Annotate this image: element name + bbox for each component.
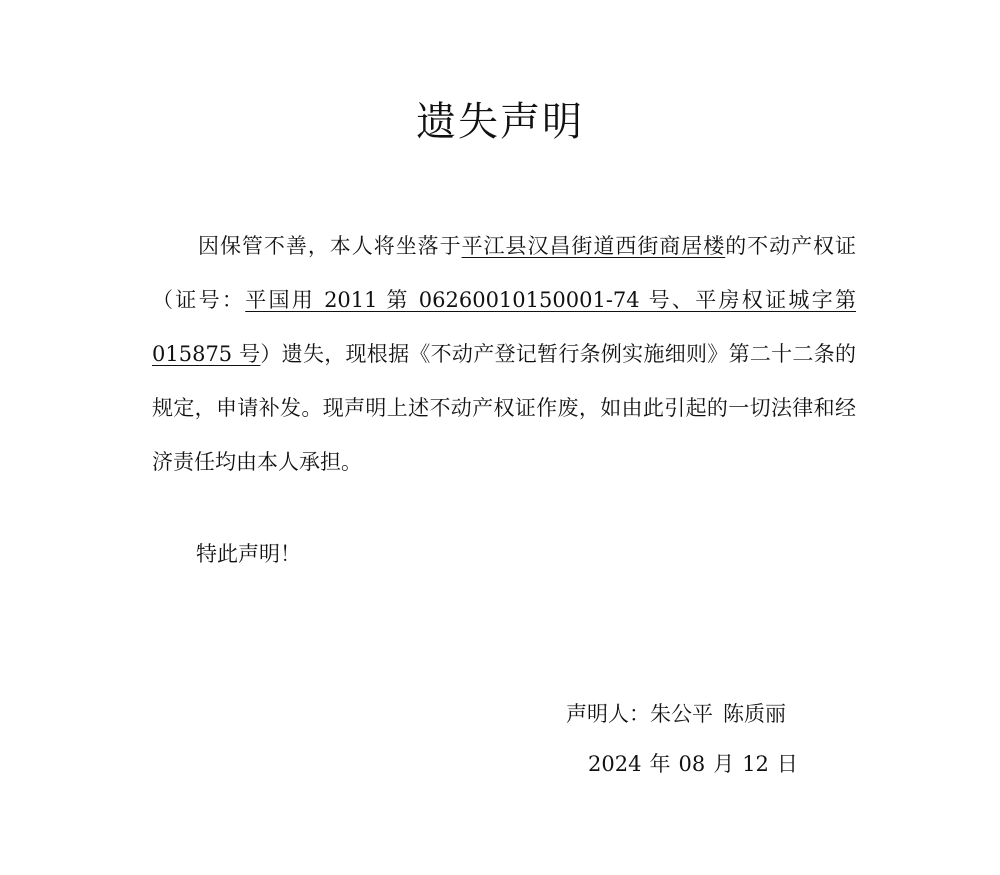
date-month: 08 xyxy=(678,752,706,776)
declaration-paragraph xyxy=(152,219,856,489)
declaration-date xyxy=(588,742,798,786)
signature-line xyxy=(566,692,786,736)
signer-name-1: 朱公平 xyxy=(650,702,713,726)
document-title: 遗失声明 xyxy=(416,99,584,145)
property-location: 平江县汉昌街道西街商居楼 xyxy=(461,234,726,258)
certificate-numbers: 平国用 2011 第 06260010150001-74 号、平房权证城字第 015875 号 xyxy=(152,288,857,366)
signature-label: 声明人： xyxy=(566,702,650,726)
date-year: 2024 xyxy=(588,752,642,776)
paragraph-part-2: 的不动产权证（证号： xyxy=(152,234,857,312)
signer-name-2: 陈质丽 xyxy=(723,702,786,726)
date-year-unit: 年 xyxy=(649,752,671,776)
paragraph-part-1: 因保管不善，本人将坐落于 xyxy=(198,234,462,258)
date-day-unit: 日 xyxy=(776,752,798,776)
closing-statement: 特此声明！ xyxy=(196,542,301,566)
date-day: 12 xyxy=(742,752,769,776)
paragraph-part-3: ）遗失，现根据《不动产登记暂行条例实施细则》第二十二条的规定，申请补发。现声明上述不动产权证作废，如由此引起的一切法律和经济责任均由本人承担。 xyxy=(152,342,856,474)
date-month-unit: 月 xyxy=(713,752,735,776)
